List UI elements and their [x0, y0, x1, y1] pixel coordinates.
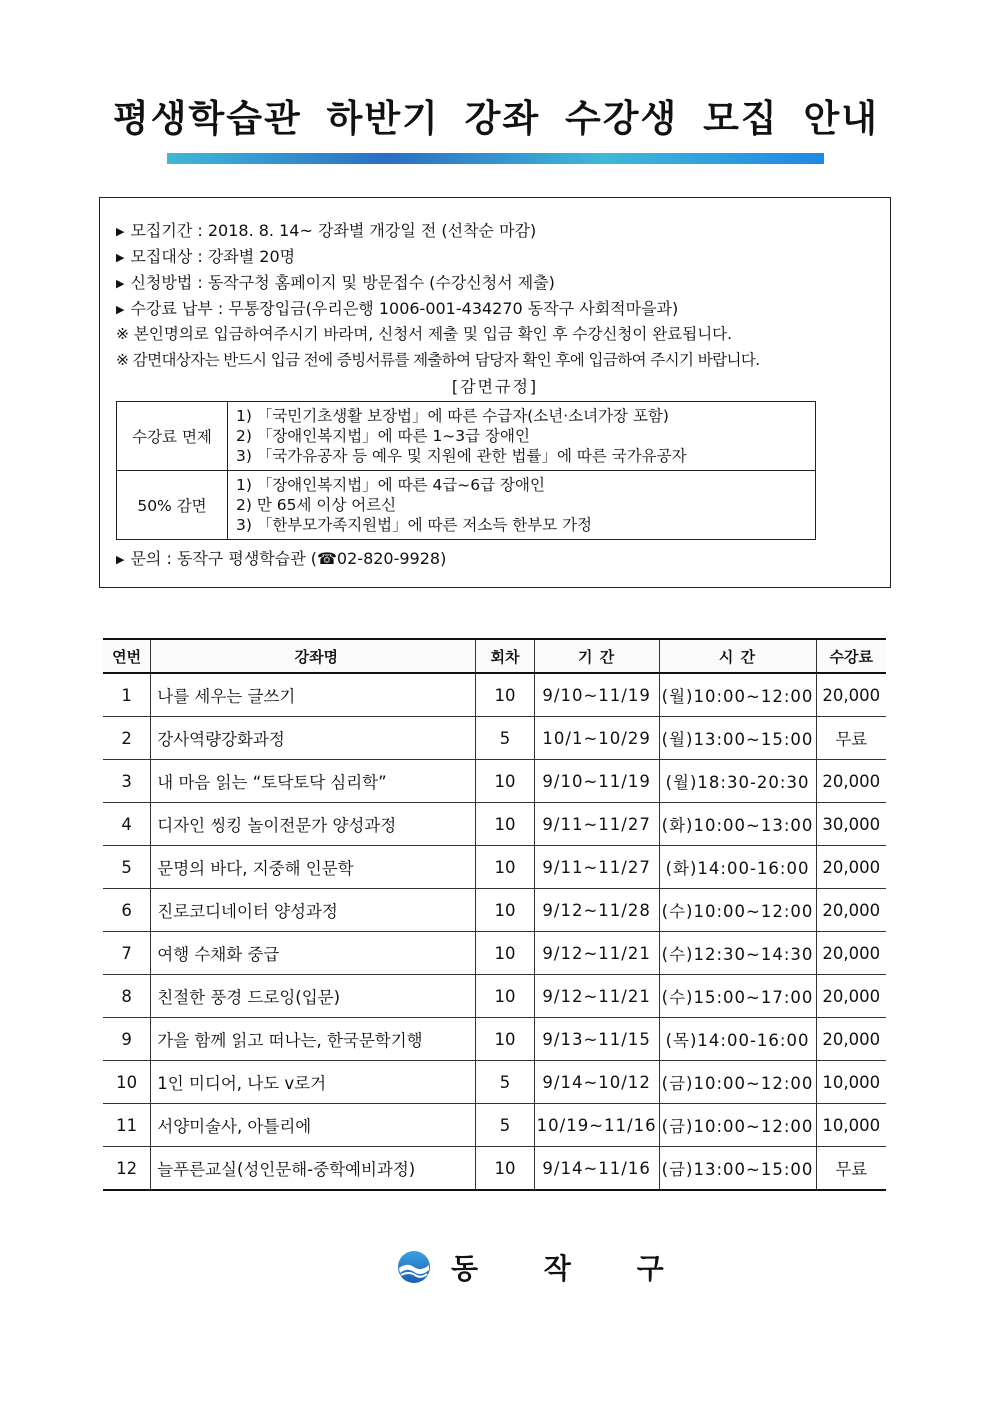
cell-course-name: 친절한 풍경 드로잉(입문) [151, 975, 476, 1018]
cell-time: (금)10:00~12:00 [659, 1061, 816, 1104]
table-row [103, 673, 886, 717]
table-row [103, 1018, 886, 1061]
table-row [103, 1147, 886, 1191]
header-period: 기 간 [534, 639, 659, 673]
cell-sessions: 5 [476, 1061, 534, 1104]
footer [397, 1247, 692, 1287]
cell-no: 5 [103, 846, 151, 889]
table-row [103, 1104, 886, 1147]
rules-item: 3) 「국가유공자 등 예우 및 지원에 관한 법률」에 따른 국가유공자 [236, 447, 687, 465]
cell-course-name: 늘푸른교실(성인문해-중학예비과정) [151, 1147, 476, 1191]
cell-time: (목)14:00-16:00 [659, 1018, 816, 1061]
cell-fee: 20,000 [816, 673, 886, 717]
cell-period: 9/14~11/16 [534, 1147, 659, 1191]
cell-period: 9/11~11/27 [534, 803, 659, 846]
title-underline [167, 153, 824, 164]
cell-time: (화)10:00~13:00 [659, 803, 816, 846]
cell-fee: 20,000 [816, 1018, 886, 1061]
table-row [103, 803, 886, 846]
cell-sessions: 10 [476, 673, 534, 717]
footer-district-name: 동 작 구 [451, 1252, 692, 1285]
cell-course-name: 진로코디네이터 양성과정 [151, 889, 476, 932]
cell-period: 9/14~10/12 [534, 1061, 659, 1104]
cell-time: (화)14:00-16:00 [659, 846, 816, 889]
cell-course-name: 가을 함께 읽고 떠나는, 한국문학기행 [151, 1018, 476, 1061]
cell-time: (금)10:00~12:00 [659, 1104, 816, 1147]
cell-fee: 10,000 [816, 1104, 886, 1147]
info-line-period: ▶ 모집기간 : 2018. 8. 14~ 강좌별 개강일 전 (선착순 마감) [116, 221, 537, 240]
cell-fee: 20,000 [816, 975, 886, 1018]
triangle-bullet-icon: ▶ [116, 251, 125, 264]
cell-no: 9 [103, 1018, 151, 1061]
info-contact: ▶ 문의 : 동작구 평생학습관 (☎02-820-9928) [116, 549, 447, 568]
table-row [103, 1061, 886, 1104]
cell-fee: 20,000 [816, 889, 886, 932]
header-sessions: 회차 [476, 639, 534, 673]
cell-course-name: 여행 수채화 중급 [151, 932, 476, 975]
table-row [103, 889, 886, 932]
info-line-method: ▶ 신청방법 : 동작구청 홈페이지 및 방문접수 (수강신청서 제출) [116, 273, 555, 292]
cell-period: 9/12~11/21 [534, 975, 659, 1018]
cell-no: 8 [103, 975, 151, 1018]
info-note-1: ※ 본인명의로 입금하여주시기 바라며, 신청서 제출 및 입금 확인 후 수강신청이 완료됩니다. [116, 325, 733, 343]
cell-course-name: 디자인 씽킹 놀이전문가 양성과정 [151, 803, 476, 846]
cell-fee: 무료 [816, 717, 886, 760]
cell-period: 9/12~11/28 [534, 889, 659, 932]
cell-time: (월)13:00~15:00 [659, 717, 816, 760]
cell-no: 2 [103, 717, 151, 760]
cell-fee: 20,000 [816, 932, 886, 975]
cell-period: 10/1~10/29 [534, 717, 659, 760]
info-line-payment: ▶ 수강료 납부 : 무통장입금(우리은행 1006-001-434270 동작구 사회적마을과) [116, 299, 679, 318]
cell-no: 3 [103, 760, 151, 803]
rules-row [117, 471, 816, 540]
cell-no: 1 [103, 673, 151, 717]
triangle-bullet-icon: ▶ [116, 553, 125, 566]
cell-no: 6 [103, 889, 151, 932]
cell-time: (수)15:00~17:00 [659, 975, 816, 1018]
reduction-rules-table [116, 401, 816, 540]
cell-time: (월)18:30-20:30 [659, 760, 816, 803]
cell-course-name: 강사역량강화과정 [151, 717, 476, 760]
cell-period: 9/10~11/19 [534, 760, 659, 803]
cell-sessions: 10 [476, 889, 534, 932]
cell-course-name: 1인 미디어, 나도 v로거 [151, 1061, 476, 1104]
cell-period: 10/19~11/16 [534, 1104, 659, 1147]
rules-item: 1) 「국민기초생활 보장법」에 따른 수급자(소년·소녀가장 포함) [236, 407, 669, 425]
header-time: 시 간 [659, 639, 816, 673]
rules-item: 2) 「장애인복지법」에 따른 1~3급 장애인 [236, 427, 530, 445]
info-line-target: ▶ 모집대상 : 강좌별 20명 [116, 247, 296, 266]
cell-sessions: 10 [476, 1147, 534, 1191]
cell-no: 7 [103, 932, 151, 975]
cell-sessions: 10 [476, 932, 534, 975]
course-table [103, 638, 886, 1191]
table-row [103, 717, 886, 760]
cell-time: (수)10:00~12:00 [659, 889, 816, 932]
cell-sessions: 10 [476, 1018, 534, 1061]
info-box [99, 197, 891, 588]
page-title: 평생학습관 하반기 강좌 수강생 모집 안내 [112, 97, 880, 140]
rules-item: 2) 만 65세 이상 어르신 [236, 496, 397, 514]
rules-title: [감면규정] [451, 377, 539, 396]
cell-sessions: 10 [476, 803, 534, 846]
cell-time: (금)13:00~15:00 [659, 1147, 816, 1191]
rules-items [228, 402, 816, 471]
cell-fee: 20,000 [816, 760, 886, 803]
cell-time: (월)10:00~12:00 [659, 673, 816, 717]
cell-fee: 무료 [816, 1147, 886, 1191]
cell-time: (수)12:30~14:30 [659, 932, 816, 975]
rules-label: 수강료 면제 [117, 402, 228, 471]
rules-items [228, 471, 816, 540]
cell-fee: 20,000 [816, 846, 886, 889]
cell-no: 4 [103, 803, 151, 846]
cell-no: 12 [103, 1147, 151, 1191]
header-course-name: 강좌명 [151, 639, 476, 673]
rules-item: 1) 「장애인복지법」에 따른 4급~6급 장애인 [236, 476, 545, 494]
triangle-bullet-icon: ▶ [116, 225, 125, 238]
rules-label: 50% 감면 [117, 471, 228, 540]
info-note-2: ※ 감면대상자는 반드시 입금 전에 증빙서류를 제출하여 담당자 확인 후에 입금하여 주시기 바랍니다. [116, 351, 760, 369]
triangle-bullet-icon: ▶ [116, 303, 125, 316]
cell-fee: 30,000 [816, 803, 886, 846]
header-no: 연번 [103, 639, 151, 673]
cell-no: 11 [103, 1104, 151, 1147]
table-row [103, 760, 886, 803]
cell-fee: 10,000 [816, 1061, 886, 1104]
triangle-bullet-icon: ▶ [116, 277, 125, 290]
cell-sessions: 5 [476, 1104, 534, 1147]
course-table-header [103, 639, 886, 673]
table-row [103, 975, 886, 1018]
cell-period: 9/11~11/27 [534, 846, 659, 889]
table-row [103, 846, 886, 889]
cell-sessions: 10 [476, 760, 534, 803]
table-row [103, 932, 886, 975]
cell-course-name: 내 마음 읽는 “토닥토닥 심리학” [151, 760, 476, 803]
rules-item: 3) 「한부모가족지원법」에 따른 저소득 한부모 가정 [236, 516, 593, 534]
cell-period: 9/13~11/15 [534, 1018, 659, 1061]
dongjak-logo-icon [397, 1250, 431, 1284]
cell-period: 9/12~11/21 [534, 932, 659, 975]
cell-course-name: 문명의 바다, 지중해 인문학 [151, 846, 476, 889]
cell-sessions: 10 [476, 846, 534, 889]
cell-sessions: 5 [476, 717, 534, 760]
cell-sessions: 10 [476, 975, 534, 1018]
header-fee: 수강료 [816, 639, 886, 673]
cell-course-name: 나를 세우는 글쓰기 [151, 673, 476, 717]
cell-no: 10 [103, 1061, 151, 1104]
cell-period: 9/10~11/19 [534, 673, 659, 717]
rules-row [117, 402, 816, 471]
cell-course-name: 서양미술사, 아틀리에 [151, 1104, 476, 1147]
